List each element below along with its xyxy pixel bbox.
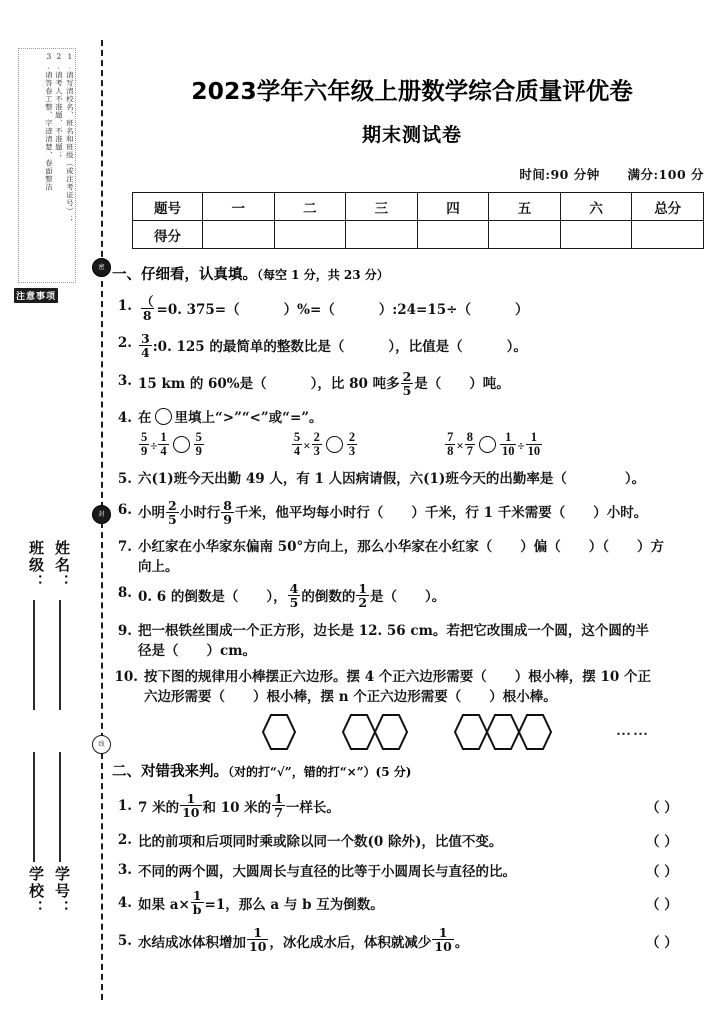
q10-line-2 (144, 687, 712, 707)
q4-c2-answer-circle[interactable] (326, 436, 343, 453)
field-label-studentid: 学号： (53, 866, 71, 917)
q4-comparison-2 (291, 432, 358, 459)
q6-text-e: ）小时。 (593, 505, 648, 521)
q2-text-b: ），比值是（ (388, 338, 463, 355)
question-4-comparison-row (112, 432, 712, 459)
q4-text-a: 在 (138, 409, 152, 426)
q6-fraction-2: $\frac{8}{9}$ (223, 497, 232, 527)
exam-total-score-label: 满分:100 分 (627, 167, 704, 182)
score-cell-3[interactable] (346, 221, 418, 249)
field-rule-name (59, 600, 61, 710)
tf-question-3-number: 3. (117, 861, 132, 878)
field-rule-class (33, 600, 35, 710)
question-6-body (138, 497, 712, 527)
question-7-row (112, 537, 712, 578)
exam-notice-box (18, 48, 76, 283)
q4-c3-frac-c: $\frac{1}{10}$ (501, 430, 515, 459)
q10-text-e: ）根小棒。 (489, 689, 557, 706)
question-8-number: 8. (117, 585, 132, 602)
question-2-body (138, 333, 712, 360)
q2-text-c: ）。 (506, 338, 527, 355)
q9-text-c: ）cm。 (206, 642, 257, 659)
q4-c3-op2: ÷ (517, 437, 525, 453)
question-5-body (138, 469, 712, 489)
tf1-text-a: 7 米的 (138, 800, 180, 817)
section-one-points: （每空 1 分，共 23 分） (257, 268, 389, 282)
q6-text-b: 小时行 (179, 505, 221, 521)
q6-text-d: ）千米，行 1 千米需要（ (411, 505, 566, 521)
question-3-number: 3. (117, 372, 132, 389)
tf1-text-c: 一样长。 (285, 800, 340, 817)
notice-title-badge: 注意事项 (14, 288, 58, 303)
question-4-number: 4. (117, 409, 132, 426)
q8-fraction-2: $\frac{1}{2}$ (358, 581, 368, 611)
q4-comparison-1 (138, 432, 205, 459)
tf-question-5-text (138, 927, 646, 954)
q1-text-b: ）%=（ (283, 301, 335, 318)
tf-question-1-number: 1. (117, 798, 132, 815)
q3-text-a: 15 km 的 60%是（ (138, 376, 267, 392)
question-1-row (112, 296, 712, 323)
q4-c3-op1: × (456, 437, 464, 453)
page-title: 2023学年六年级上册数学综合质量评优卷 (191, 77, 633, 105)
section-two-points: （对的打“√”，错的打“×”）(5 分) (228, 764, 412, 779)
q9-line-2 (138, 641, 712, 661)
question-10-body (144, 667, 712, 708)
hexagon-group-1 (262, 713, 296, 751)
score-table-col-3: 三 (346, 193, 418, 221)
tf4-fraction-1: $\frac{1}{b}$ (192, 887, 202, 917)
q5-text-b: ）。 (624, 471, 646, 488)
tf-question-2-answer-bracket[interactable]: （ ） (646, 833, 678, 850)
q10-text-c: 六边形需要（ (144, 689, 225, 706)
question-10-row (112, 667, 712, 708)
seal-stamp-middle: 封 (92, 505, 111, 524)
q1-text-d: ） (514, 301, 529, 318)
q4-c1-op1: ÷ (150, 437, 158, 453)
question-5-row (112, 469, 712, 489)
section-two-title: 二、对错我来判。 (112, 763, 228, 780)
field-label-school: 学校： (27, 866, 45, 917)
q8-text-e: ）。 (425, 588, 446, 605)
notice-line-3: 3.请答卷工整、字迹清楚、卷面整洁 (44, 51, 54, 192)
question-1-number: 1. (117, 298, 132, 314)
q4-c1-frac-b: $\frac{1}{4}$ (160, 430, 167, 459)
hexagon-icon (454, 713, 552, 751)
page-subtitle: 期末测试卷 (361, 124, 462, 146)
field-label-name: 姓名： (53, 540, 71, 591)
tf-question-2-row (112, 830, 712, 850)
score-table-col-1: 一 (203, 193, 275, 221)
q2-frac-den: 4 (141, 345, 150, 361)
q4-c2-frac-a: $\frac{5}{4}$ (293, 430, 301, 459)
question-2-row (112, 333, 712, 360)
field-label-class: 班级： (27, 540, 45, 591)
question-10-number: 10. (114, 669, 138, 685)
score-cell-6[interactable] (560, 221, 632, 249)
section-one-heading (112, 263, 712, 284)
question-3-fraction (401, 370, 414, 397)
q3-text-b: ），比 80 吨多 (310, 376, 400, 392)
score-table-col-total: 总分 (632, 193, 704, 221)
question-8-body (138, 583, 712, 610)
score-cell-1[interactable] (203, 221, 275, 249)
q10-text-a: 按下图的规律用小棒摆正六边形。摆 4 个正六边形需要（ (144, 669, 487, 685)
question-1-body (138, 296, 712, 323)
tf-question-5-row (112, 927, 712, 954)
question-3-body (138, 368, 712, 398)
question-3-row (112, 368, 712, 398)
tf-question-4-row (112, 887, 712, 917)
score-cell-4[interactable] (417, 221, 489, 249)
q8-fraction-1: $\frac{4}{5}$ (289, 581, 299, 611)
score-table-row-label-score: 得分 (133, 221, 203, 249)
q4-text-b: 里填上“>”“<”或“=”。 (174, 409, 323, 426)
hexagon-icon (262, 713, 296, 751)
question-1-fraction (139, 295, 156, 322)
hexagon-group-3 (454, 713, 552, 751)
question-8-row (112, 583, 712, 610)
q4-fill-circle-inline[interactable] (155, 408, 172, 425)
tf4-text-b: =1，那么 a 与 b 互为倒数。 (204, 897, 384, 914)
score-table-score-row (133, 221, 704, 249)
pattern-ellipsis: …… (616, 723, 650, 739)
q4-c2-frac-b: $\frac{2}{3}$ (313, 430, 320, 459)
q6-text-a: 小明 (138, 505, 165, 521)
question-7-body (138, 537, 712, 578)
question-9-body (138, 621, 712, 662)
question-9-number: 9. (117, 622, 132, 639)
seal-stamp-top: 密 (92, 258, 111, 277)
score-table-row-label-question: 题号 (133, 193, 203, 221)
tf-question-3-text: 不同的两个圆，大圆周长与直径的比等于小圆周长与直径的比。 (138, 863, 516, 880)
question-5-number: 5. (117, 471, 132, 488)
score-table-col-6: 六 (560, 193, 632, 221)
exam-meta-line (112, 165, 712, 183)
q7-text-d: ）方 (637, 538, 664, 555)
question-6-number: 6. (117, 501, 132, 518)
q8-text-c: 的倒数的 (301, 588, 356, 605)
tf-question-4-answer-bracket[interactable]: （ ） (646, 897, 678, 914)
question-9-row (112, 621, 712, 662)
hexagon-group-2 (342, 713, 408, 751)
score-table-col-5: 五 (489, 193, 561, 221)
q1-text-c: ）:24=15÷（ (378, 301, 471, 318)
question-7-number: 7. (117, 538, 132, 555)
tf-question-4-number: 4. (117, 895, 132, 912)
q6-text-c: 千米，他平均每小时行（ (234, 505, 384, 521)
tf-question-5-number: 5. (117, 932, 132, 949)
notice-line-2: 2.请考人不准题、不准题； (54, 51, 64, 160)
q1-frac-den: 8 (142, 308, 152, 324)
q4-c3-frac-a: $\frac{7}{8}$ (447, 430, 454, 459)
tf-question-1-text (138, 790, 646, 820)
q4-comparison-3 (444, 432, 543, 459)
q4-c3-answer-circle[interactable] (479, 436, 496, 453)
question-2-fraction (139, 332, 152, 359)
tf-question-3-answer-bracket[interactable]: （ ） (646, 863, 678, 880)
question-4-row (112, 408, 712, 428)
q4-c2-frac-c: $\frac{2}{3}$ (348, 430, 356, 459)
score-cell-2[interactable] (274, 221, 346, 249)
question-4-body (138, 408, 712, 428)
q8-text-b: ）， (266, 588, 287, 605)
tf-question-3-row (112, 860, 712, 880)
question-2-number: 2. (117, 335, 132, 352)
tf-question-1-answer-bracket[interactable]: （ ） (646, 800, 678, 817)
seal-stamp-bottom: 线 (92, 735, 111, 754)
q1-frac-open: （ (141, 294, 154, 309)
q2-frac-num: 3 (141, 331, 150, 347)
q9-line-1: 把一根铁丝围成一个正方形，边长是 12. 56 cm。若把它改围成一个圆，这个圆的半 (138, 622, 649, 639)
question-6-row (112, 497, 712, 527)
score-table-col-4: 四 (417, 193, 489, 221)
tf5-fraction-1: $\frac{1}{10}$ (249, 925, 267, 955)
tf5-text-b: ，冰化成水后，体积就减少 (269, 934, 432, 951)
q10-text-d: ）根小棒，摆 n 个正六边形需要（ (253, 689, 462, 706)
left-margin-strip (0, 0, 105, 1024)
tf1-text-b: 和 10 米的 (202, 800, 272, 817)
exam-paper-body (112, 0, 712, 1024)
tf5-fraction-2: $\frac{1}{10}$ (434, 925, 452, 955)
score-cell-total[interactable] (632, 221, 704, 249)
q3-text-c: 是（ (414, 376, 442, 392)
q7-line-1 (138, 537, 712, 557)
q4-c2-op1: × (303, 437, 311, 453)
tf-question-5-answer-bracket[interactable]: （ ） (646, 934, 678, 951)
score-table (132, 192, 704, 249)
q7-line-2: 向上。 (138, 559, 179, 575)
tf1-fraction-2: $\frac{1}{7}$ (274, 790, 283, 820)
score-table-col-2: 二 (274, 193, 346, 221)
tf-question-1-row (112, 790, 712, 820)
tf4-text-a: 如果 a× (138, 897, 190, 914)
q4-c3-frac-d: $\frac{1}{10}$ (527, 430, 541, 459)
field-rule-school (33, 752, 35, 862)
q1-text-a: =0. 375=（ (156, 301, 240, 318)
section-one-title: 一、仔细看，认真填。 (112, 267, 257, 283)
tf-question-2-number: 2. (117, 831, 132, 848)
q3-text-d: ）吨。 (469, 376, 510, 392)
tf-question-2-text: 比的前项和后项同时乘或除以同一个数(0 除外)，比值不变。 (138, 833, 503, 850)
tf5-text-a: 水结成冰体积增加 (138, 934, 246, 951)
q4-c1-frac-c: $\frac{5}{9}$ (195, 430, 202, 459)
q3-frac-den: 5 (402, 382, 412, 398)
exam-time-label: 时间:90 分钟 (519, 167, 600, 182)
q4-c1-frac-a: $\frac{5}{9}$ (141, 430, 148, 459)
tf-question-4-text (138, 887, 646, 917)
q2-text-a: :0. 125 的最简单的整数比是（ (152, 338, 345, 355)
q7-text-b: ）偏（ (520, 538, 561, 555)
score-cell-5[interactable] (489, 221, 561, 249)
hexagon-icon (342, 713, 408, 751)
q4-c3-frac-b: $\frac{8}{7}$ (466, 430, 473, 459)
score-table-header-row (133, 193, 704, 221)
q8-text-a: 0. 6 的倒数是（ (138, 588, 239, 605)
q5-text-a: 六(1)班今天出勤 49 人，有 1 人因病请假，六(1)班今天的出勤率是（ (138, 471, 567, 488)
tf5-text-c: 。 (454, 934, 469, 951)
q4-c1-answer-circle[interactable] (173, 436, 190, 453)
q7-text-a: 小红家在小华家东偏南 50°方向上，那么小华家在小红家（ (138, 538, 493, 555)
q9-text-b: 径是（ (138, 642, 179, 659)
hexagon-pattern-figure (112, 708, 712, 756)
tf1-fraction-1: $\frac{1}{10}$ (182, 790, 200, 820)
q8-text-d: 是（ (370, 588, 398, 605)
q6-fraction-1: $\frac{2}{5}$ (168, 497, 177, 527)
q10-text-b: ）根小棒，摆 10 个正 (514, 669, 651, 685)
q10-line-1 (144, 667, 712, 687)
section-two-heading (112, 760, 712, 781)
notice-line-1: 1.请写清校名、班名和班级（或注考证号）； (65, 51, 74, 224)
q7-text-c: ）（ (588, 538, 609, 555)
q3-frac-num: 2 (402, 368, 412, 384)
field-rule-studentid (59, 752, 61, 862)
